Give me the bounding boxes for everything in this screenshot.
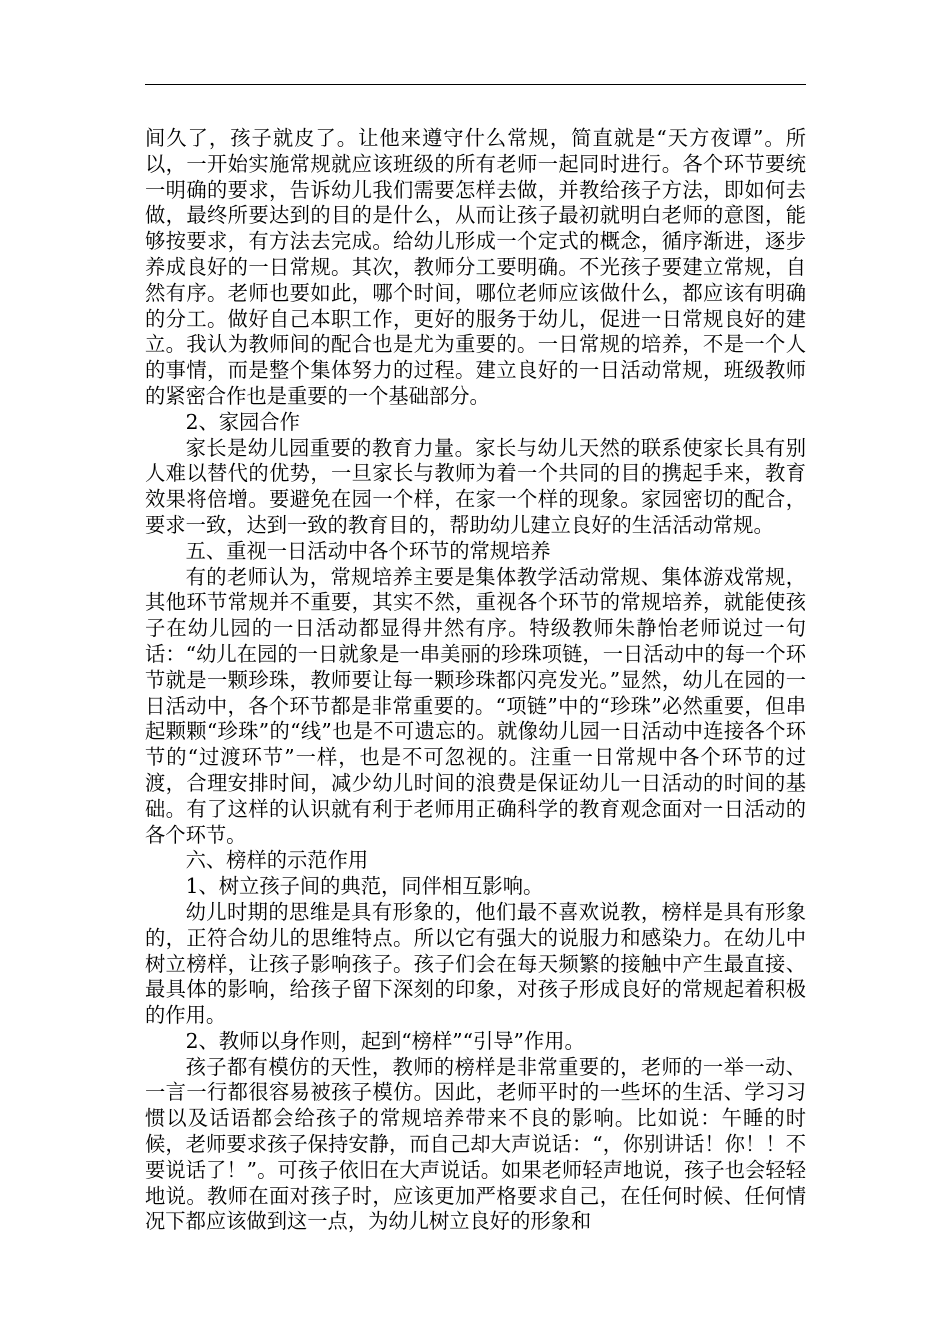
paragraph-daily-routine: 有的老师认为，常规培养主要是集体教学活动常规、集体游戏常规，其他环节常规并不重要，其实不然，重视各个环节的常规培养，就能使孩子在幼儿园的一日活动都显得井然有序。特级教师朱静怡老师说过一句话：“幼儿在园的一日就象是一串美丽的珍珠项链，一日活动中的每一个环节就是一颗珍珠，教师要让每一颗珍珠都闪亮发光。”显然，幼儿在园的一日活动中，各个环节都是非常重要的。“项链”中的“珍珠”必然重要，但串起颗颗“珍珠”的“线”也是不可遗忘的。就像幼儿园一日活动中连接各个环节的“过渡环节”一样，也是不可忽视的。注重一日常规中各个环节的过渡，合理安排时间，减少幼儿时间的浪费是保证幼儿一日活动的时间的基础。有了这样的认识就有利于老师用正确科学的教育观念面对一日活动的各个环节。 [145, 564, 806, 847]
section-heading-five: 五、重视一日活动中各个环节的常规培养 [185, 538, 551, 563]
document-body [145, 126, 806, 1235]
section-heading-home-school: 2、家园合作 [185, 409, 300, 434]
subheading-peer-model: 1、树立孩子间的典范，同伴相互影响。 [185, 874, 544, 899]
section-heading-six: 六、榜样的示范作用 [185, 848, 369, 873]
header-rule [145, 84, 806, 85]
paragraph-teacher-model: 孩子都有模仿的天性，教师的榜样是非常重要的，老师的一举一动、一言一行都很容易被孩子模仿。因此，老师平时的一些坏的生活、学习习惯以及话语都会给孩子的常规培养带来不良的影响。比如说：午睡的时候，老师要求孩子保持安静，而自己却大声说话：“，你别讲话！你！！不要说话了！”。可孩子依旧在大声说话。如果老师轻声地说，孩子也会轻轻地说。教师在面对孩子时，应该更加严格要求自己，在任何时候、任何情况下都应该做到这一点，为幼儿树立良好的形象和 [145, 1054, 806, 1234]
paragraph-continuation: 间久了，孩子就皮了。让他来遵守什么常规，简直就是“天方夜谭”。所以，一开始实施常规就应该班级的所有老师一起同时进行。各个环节要统一明确的要求，告诉幼儿我们需要怎样去做，并教给孩子方法，即如何去做，最终所要达到的目的是什么，从而让孩子最初就明白老师的意图，能够按要求，有方法去完成。给幼儿形成一个定式的概念，循序渐进，逐步养成良好的一日常规。其次，教师分工要明确。不光孩子要建立常规，自然有序。老师也要如此，哪个时间，哪位老师应该做什么，都应该有明确的分工。做好自己本职工作，更好的服务于幼儿，促进一日常规良好的建立。我认为教师间的配合也是尤为重要的。一日常规的培养，不是一个人的事情，而是整个集体努力的过程。建立良好的一日活动常规，班级教师的紧密合作也是重要的一个基础部分。 [145, 126, 806, 408]
paragraph-peer-model: 幼儿时期的思维是具有形象的，他们最不喜欢说教，榜样是具有形象的，正符合幼儿的思维特点。所以它有强大的说服力和感染力。在幼儿中树立榜样，让孩子影响孩子。孩子们会在每天频繁的接触中产生最直接、最具体的影响，给孩子留下深刻的印象，对孩子形成良好的常规起着积极的作用。 [145, 899, 806, 1028]
paragraph-home-school: 家长是幼儿园重要的教育力量。家长与幼儿天然的联系使家长具有别人难以替代的优势，一旦家长与教师为着一个共同的目的携起手来，教育效果将倍增。要避免在园一个样，在家一个样的现象。家园密切的配合，要求一致，达到一致的教育目的，帮助幼儿建立良好的生活活动常规。 [145, 435, 806, 537]
subheading-teacher-model: 2、教师以身作则，起到“榜样”“引导”作用。 [185, 1028, 585, 1053]
